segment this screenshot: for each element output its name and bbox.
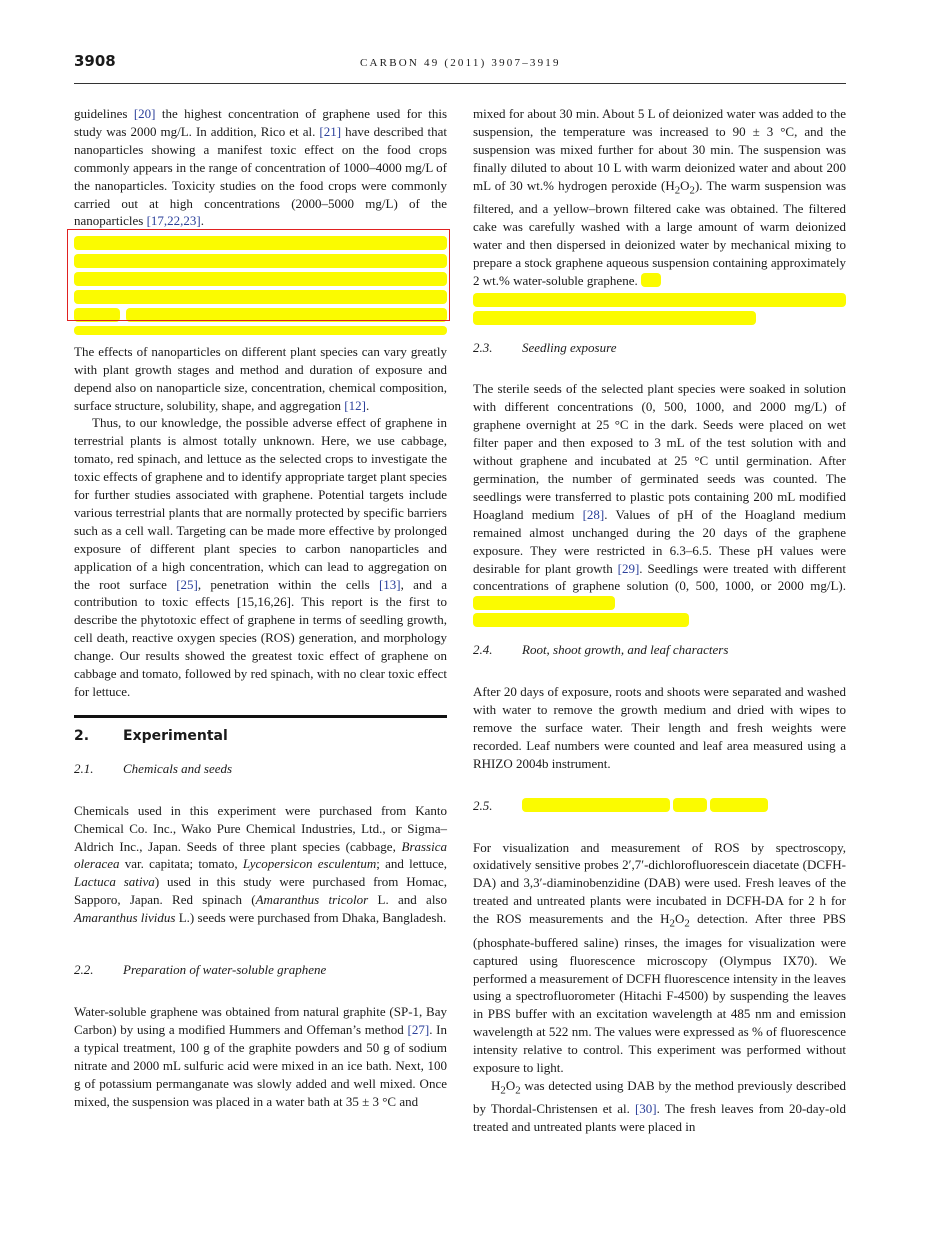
text: Water-soluble graphene was obtained from natural graphite (SP-1, Bay Carbon) by using a modified Hummers and Offeman’s method — [74, 1003, 447, 1037]
citation-link[interactable]: [17,22,23] — [146, 213, 201, 229]
highlight-line — [74, 326, 447, 335]
species-name: Amaranthus tricolor — [255, 892, 369, 908]
subsection-number: 2.5. — [473, 797, 493, 813]
text: mixed for about 30 min. About 5 L of deionized water was added to the suspension, the temperature was increased to 90 ± 3 °C, and the suspension was mixed further for about 30 min. The suspension was finally diluted to about 10 L with warm deionized water and about 200 mL of 30 wt.% hydrogen peroxide (H — [473, 106, 846, 193]
paragraph-study-aims — [74, 414, 447, 701]
highlight-line[interactable] — [473, 613, 689, 627]
subsection-number: 2.4. — [473, 642, 493, 658]
text: , and a contribution to toxic effects [15,16,26]. This report is the first to describe the phytotoxic effect of graphene in terms of seedling growth, cell death, reactive oxygen species (ROS) generation, and morphology change. Our results showed the greatest toxic effect of graphene on cabbage and tomato, followed by red spinach, with no clear toxic effect for lettuce. — [74, 576, 447, 700]
header-rule — [74, 83, 846, 84]
paragraph-h2o2-detection — [473, 1077, 846, 1136]
text: . — [365, 397, 370, 413]
text: the highest concentration of graphene used for this study was 2000 mg/L. In addition, Rico et al. — [74, 106, 448, 139]
section-heading-experimental — [74, 728, 447, 746]
citation-link[interactable]: [25] — [176, 576, 198, 592]
highlight-segment[interactable] — [522, 798, 670, 812]
text: . Values of pH of the Hoagland medium remained almost unchanged during the 20 days of the graphene exposure. They were restricted in 6.3–6.5. These pH values were desirable for plant growth — [473, 506, 846, 576]
text: ; and lettuce, — [376, 856, 447, 872]
subscript: 2 — [674, 184, 681, 197]
highlight-segment[interactable] — [673, 798, 707, 812]
running-header: CARBON 49 (2011) 3907–3919 — [360, 57, 561, 69]
paragraph-intro-concentration — [74, 105, 447, 230]
highlight-segment[interactable] — [710, 798, 768, 812]
text: var. capitata; tomato, — [119, 856, 243, 872]
text: . Seedlings were treated with different concentrations of graphene solution (0, 500, 1000, or 2000 mg/L). — [473, 560, 846, 594]
text: Chemicals used in this experiment were purchased from Kanto Chemical Co. Inc., Wako Pure Chemical Industries, Ltd., or Sigma–Aldrich Inc., Japan. Seeds of three plant species (cabbage, — [74, 802, 447, 854]
paragraph-nanoparticle-effects — [74, 343, 447, 415]
species-name: Lycopersicon esculentum — [242, 856, 377, 872]
subsection-title: Root, shoot growth, and leaf characters — [522, 642, 729, 658]
citation-link[interactable]: [20] — [133, 106, 156, 121]
citation-link[interactable]: [12] — [344, 397, 366, 413]
citation-link[interactable]: [27] — [407, 1021, 430, 1037]
subscript: 2 — [689, 184, 695, 197]
text: For visualization and measurement of ROS by spectroscopy, oxidatively sensitive probes 2′,7′-dichlorofluorescein diacetate (DCFH-DA) and 3,3′-diaminobenzidine (DAB) were used. Fresh leaves of the treated and untreated plants were incubated in DCFH-DA for 2 h for the ROS measurements and the H — [473, 839, 846, 927]
text: O — [505, 1077, 516, 1093]
species-name: Amaranthus lividus — [74, 910, 176, 926]
text: L. and also — [368, 892, 447, 908]
subscript: 2 — [500, 1084, 506, 1097]
right-column — [473, 105, 846, 1136]
section-rule — [74, 715, 447, 718]
text: H — [491, 1077, 501, 1093]
highlight-line[interactable] — [473, 293, 846, 307]
text: detection. After three PBS (phosphate-buffered saline) rinses, the images for visualization were captured using fluorescence microscopy (Olympus IX70). We performed a measurement of DCFH fluorescence intensity in the leaves using a spectrofluorometer (Hitachi F-4500) by suspending the leaves in PBS buffer with an excitation wavelength at 485 nm and emission wavelength at 522 nm. The values were expressed as % of fluorescence intensity relative to control. This experiment was performed without exposure to light. — [473, 911, 847, 1076]
text: O — [674, 911, 685, 927]
subsection-heading-2-5 — [473, 797, 846, 815]
selection-box[interactable] — [67, 229, 450, 321]
text: was detected using DAB by the method previously described by Thordal-Christensen et al. — [473, 1077, 846, 1117]
subsection-number: 2.1. — [74, 760, 94, 776]
subsection-heading-2-3 — [473, 339, 846, 357]
subsection-heading-2-1 — [74, 760, 447, 778]
subsection-number: 2.2. — [74, 962, 94, 978]
highlight-segment[interactable] — [473, 596, 615, 610]
subsection-heading-2-4 — [473, 641, 846, 659]
subscript: 2 — [669, 917, 675, 930]
paragraph-seedling-exposure — [473, 380, 846, 613]
section-title: Experimental — [123, 727, 228, 744]
citation-link[interactable]: [28] — [582, 506, 605, 522]
text: , penetration within the cells — [197, 576, 379, 592]
paragraph-ros-measurement — [473, 839, 846, 1077]
text: . In a typical treatment, 100 g of the graphite powders and 50 g of sodium nitrate and 2000 mL sulfuric acid were mixed in an ice bath. Next, 100 g of potassium permanganate was slowly added and well mixed. Once mixed, the suspension was placed in a water bath at 35 ± 3 °C and — [74, 1021, 447, 1109]
subsection-title: Preparation of water-soluble graphene — [123, 962, 327, 978]
highlight-segment[interactable] — [641, 273, 661, 287]
text: The effects of nanoparticles on different plant species can vary greatly with plant growth stages and method and duration of exposure and depend also on nanoparticle size, concentration, chemical composition, surface structure, solubility, shape, and aggregation — [74, 343, 447, 413]
species-name: Brassica oleracea — [74, 838, 447, 872]
paragraph-graphene-preparation — [74, 1003, 447, 1110]
citation-link[interactable]: [30] — [634, 1101, 657, 1117]
subscript: 2 — [515, 1084, 521, 1097]
page-number: 3908 — [74, 52, 116, 70]
subsection-heading-2-2 — [74, 961, 447, 979]
subsection-title: Chemicals and seeds — [123, 760, 233, 776]
subscript: 2 — [684, 917, 690, 930]
paragraph-graphene-preparation-cont — [473, 105, 846, 290]
section-number: 2. — [74, 727, 90, 744]
text: L.) seeds were purchased from Dhaka, Bangladesh. — [175, 910, 447, 926]
text: After 20 days of exposure, roots and shoots were separated and washed with water to remove the growth medium and dried with wipes to remove the surface water. Their length and fresh weights were recorded. Leaf numbers were counted and leaf area measured using a RHIZO 2004b instrument. — [473, 684, 846, 771]
highlight-line[interactable] — [473, 311, 756, 325]
species-name: Lactuca sativa — [74, 874, 155, 890]
citation-link[interactable]: [13] — [378, 576, 401, 592]
citation-link[interactable]: [21] — [319, 123, 342, 139]
citation-link[interactable]: [29] — [617, 560, 640, 576]
subsection-number: 2.3. — [473, 339, 493, 355]
paragraph-root-shoot — [473, 683, 846, 773]
text: have described that nanoparticles showing a manifest toxic effect on the food crops commonly appears in the range of concentration of 1000–4000 mg/L of the nanoparticles. Toxicity studies on the food crops were commonly carried out at high concentrations (2000–5000 mg/L) of the nanoparticles — [74, 123, 447, 229]
text: Thus, to our knowledge, the possible adverse effect of graphene in terrestrial plants is almost totally unknown. Here, we use cabbage, tomato, red spinach, and lettuce as the selected crops to investigate the toxic effects of graphene and to identify appropriate target plant species for further studies associated with graphene. Potential targets include various terrestrial plants that are normally protected by specific barriers such as a cell wall. Targeting can be made more effective by prolonged exposure of different plant species to carbon nanoparticles and application of a high concentration, which can lead to aggregation on the root surface — [74, 415, 447, 592]
paragraph-chemicals-seeds — [74, 802, 447, 927]
text: ) used in this study were purchased from Homac, Sapporo, Japan. Red spinach ( — [74, 874, 447, 908]
text: guidelines — [74, 106, 134, 121]
text: O — [680, 177, 690, 193]
subsection-title: Seedling exposure — [522, 339, 617, 355]
text: . — [200, 213, 204, 229]
text: ). The warm suspension was filtered, and a yellow–brown filtered cake was obtained. The filtered cake was carefully washed with a large amount of warm deionized water and then dispersed in deionized water by mechanical mixing to prepare a stock graphene aqueous suspension containing approximately 2 wt.% water-soluble graphene. — [473, 177, 847, 288]
text: . The fresh leaves from 20-day-old treated and untreated plants were placed in — [473, 1101, 846, 1135]
text: The sterile seeds of the selected plant species were soaked in solution with different concentrations (0, 500, 1000, and 2000 mg/L) of graphene overnight at 25 °C in the dark. Seeds were placed on wet filter paper and then exposed to 3 mL of the test solution with and without graphene and incubated at 25 °C until germination. After germination, the number of germinated seeds was counted. The seedlings were transferred to plastic pots containing 200 mL modified Hoagland medium — [473, 381, 846, 522]
